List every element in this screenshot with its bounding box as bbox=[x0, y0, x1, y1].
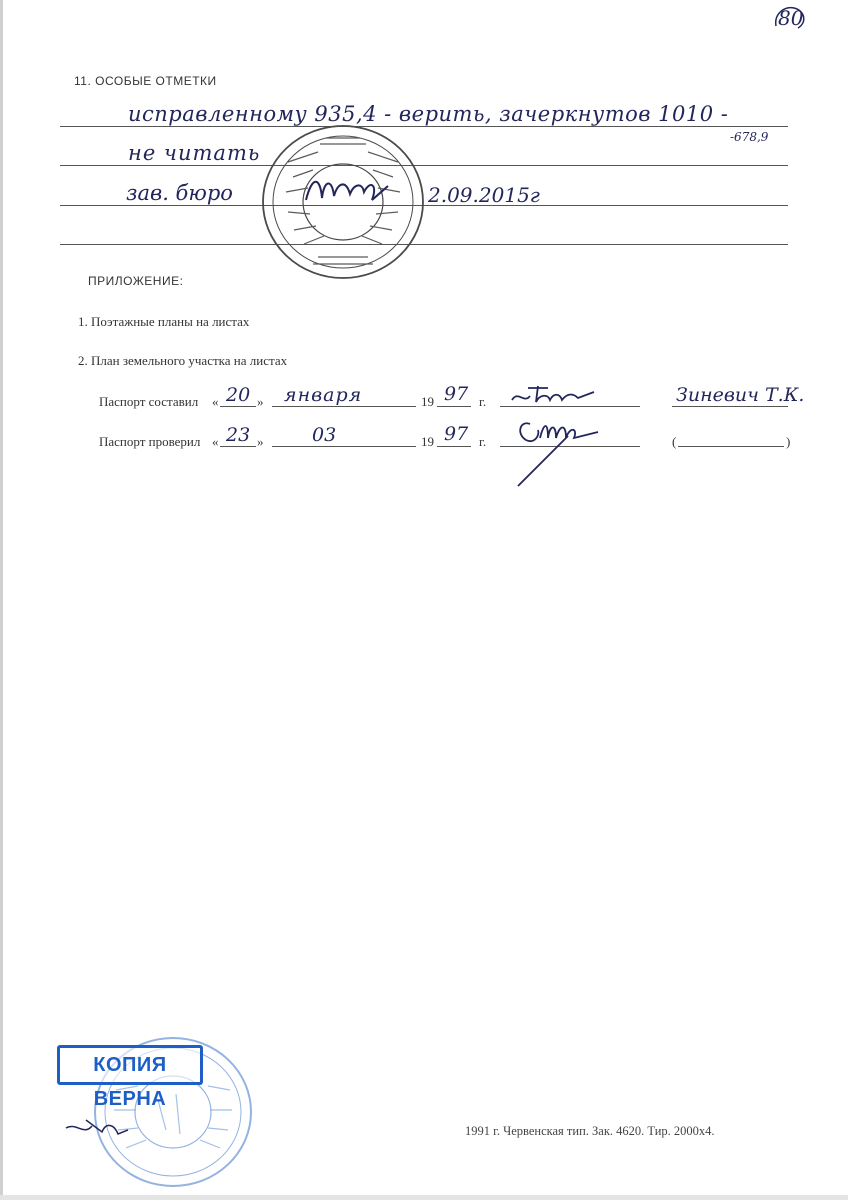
composed-year-suffix: г. bbox=[479, 394, 487, 409]
composed-open-quote: « bbox=[212, 394, 219, 409]
note-line-3-date: 2.09.2015г bbox=[428, 183, 540, 207]
passport-composed-label: Паспорт составил bbox=[99, 394, 199, 409]
note-line-1: исправленному 935,4 - верить, зачеркнутов 1010 - bbox=[128, 102, 729, 126]
passport-checked-label: Паспорт проверил bbox=[99, 434, 201, 449]
checked-close-quote: » bbox=[257, 434, 264, 449]
checked-day: 23 bbox=[226, 424, 251, 446]
checked-day-rule bbox=[220, 446, 256, 447]
appendix-title: ПРИЛОЖЕНИЕ: bbox=[88, 274, 184, 288]
appendix-item-land-plan: 2. План земельного участка на листах bbox=[78, 353, 288, 368]
print-footer: 1991 г. Червенская тип. Зак. 4620. Тир. 2000х4. bbox=[465, 1124, 715, 1138]
checker-name-close: ) bbox=[786, 434, 791, 449]
note-line-3-position: зав. бюро bbox=[126, 181, 233, 205]
composed-month: января bbox=[284, 384, 363, 406]
note-line-2: не читать bbox=[128, 141, 261, 165]
copy-true-stamp: КОПИЯ ВЕРНА bbox=[57, 1045, 203, 1085]
page-number-circle-mark bbox=[770, 4, 810, 34]
section-title: 11. ОСОБЫЕ ОТМЕТКИ bbox=[74, 74, 217, 88]
scan-bottom-edge bbox=[0, 1195, 848, 1200]
composed-year: 97 bbox=[444, 383, 469, 405]
page-number: 80 bbox=[778, 6, 804, 30]
checked-open-quote: « bbox=[212, 434, 219, 449]
composed-close-quote: » bbox=[257, 394, 264, 409]
appendix-item-floor-plans: 1. Поэтажные планы на листах bbox=[78, 314, 250, 329]
composed-year-rule bbox=[437, 406, 471, 407]
checked-year-rule bbox=[437, 446, 471, 447]
signature-copy-certifier bbox=[62, 1112, 132, 1152]
checker-name-open: ( bbox=[672, 434, 677, 449]
checked-year-prefix: 19 bbox=[421, 434, 434, 449]
composer-name: Зиневич Т.К. bbox=[676, 384, 805, 406]
composed-year-prefix: 19 bbox=[421, 394, 434, 409]
composed-day-rule bbox=[220, 406, 256, 407]
signature-checker bbox=[508, 414, 608, 490]
signature-bureau-head bbox=[302, 170, 392, 212]
checked-month: 03 bbox=[312, 424, 337, 446]
checker-name-rule bbox=[678, 446, 784, 447]
checked-month-rule bbox=[272, 446, 416, 447]
checked-year-suffix: г. bbox=[479, 434, 487, 449]
scan-left-edge bbox=[0, 0, 3, 1200]
composer-name-rule bbox=[672, 406, 788, 407]
checked-year: 97 bbox=[444, 423, 469, 445]
composed-day: 20 bbox=[226, 384, 251, 406]
note-line-1-correction: -678,9 bbox=[730, 130, 769, 144]
signature-composer bbox=[508, 382, 600, 408]
composed-month-rule bbox=[272, 406, 416, 407]
